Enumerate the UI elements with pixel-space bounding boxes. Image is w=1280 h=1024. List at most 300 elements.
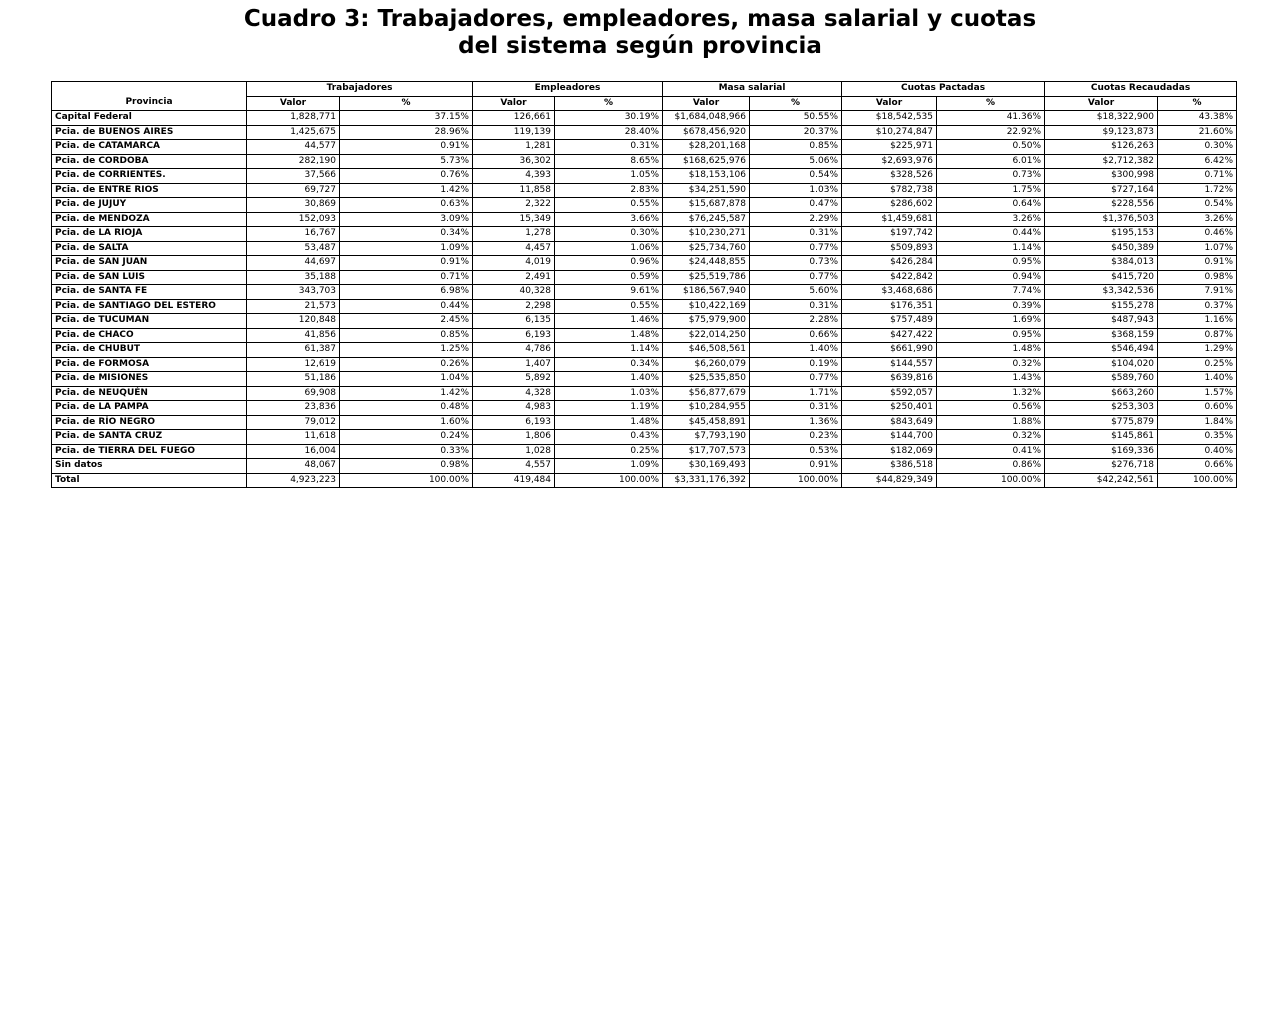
percent-cell: 0.23% — [750, 430, 842, 445]
percent-cell: 0.71% — [340, 270, 473, 285]
column-header-valor: Valor — [473, 96, 555, 111]
value-cell: $25,519,786 — [663, 270, 750, 285]
percent-cell: 0.63% — [340, 198, 473, 213]
percent-cell: 1.14% — [937, 241, 1045, 256]
province-name-cell: Pcia. de CORRIENTES. — [52, 169, 247, 184]
percent-cell: 28.40% — [555, 125, 663, 140]
percent-cell: 0.30% — [555, 227, 663, 242]
percent-cell: 1.32% — [937, 386, 1045, 401]
percent-cell: 0.56% — [937, 401, 1045, 416]
value-cell: $775,879 — [1045, 415, 1158, 430]
column-header-pct: % — [750, 96, 842, 111]
value-cell: $10,284,955 — [663, 401, 750, 416]
percent-cell: 1.42% — [340, 183, 473, 198]
percent-cell: 2.45% — [340, 314, 473, 329]
value-cell: 1,407 — [473, 357, 555, 372]
value-cell: $46,508,561 — [663, 343, 750, 358]
value-cell: $663,260 — [1045, 386, 1158, 401]
value-cell: 1,028 — [473, 444, 555, 459]
province-name-cell: Pcia. de CATAMARCA — [52, 140, 247, 155]
percent-cell: 1.72% — [1158, 183, 1237, 198]
group-header-trabajadores: Trabajadores — [247, 82, 473, 97]
percent-cell: 2.28% — [750, 314, 842, 329]
value-cell: $253,303 — [1045, 401, 1158, 416]
province-name-cell: Pcia. de CHUBUT — [52, 343, 247, 358]
value-cell: $195,153 — [1045, 227, 1158, 242]
province-name-cell: Pcia. de TIERRA DEL FUEGO — [52, 444, 247, 459]
value-cell: $727,164 — [1045, 183, 1158, 198]
percent-cell: 0.73% — [750, 256, 842, 271]
percent-cell: 0.85% — [750, 140, 842, 155]
value-cell: $3,468,686 — [842, 285, 937, 300]
value-cell: $18,322,900 — [1045, 111, 1158, 126]
percent-cell: 0.41% — [937, 444, 1045, 459]
percent-cell: 1.40% — [1158, 372, 1237, 387]
value-cell: 4,983 — [473, 401, 555, 416]
value-cell: $25,734,760 — [663, 241, 750, 256]
value-cell: 21,573 — [247, 299, 340, 314]
value-cell: $757,489 — [842, 314, 937, 329]
group-header-cuotas-recaudadas: Cuotas Recaudadas — [1045, 82, 1237, 97]
value-cell: $168,625,976 — [663, 154, 750, 169]
province-name-cell: Pcia. de SANTA CRUZ — [52, 430, 247, 445]
value-cell: $7,793,190 — [663, 430, 750, 445]
value-cell: $24,448,855 — [663, 256, 750, 271]
percent-cell: 0.96% — [555, 256, 663, 271]
value-cell: $843,649 — [842, 415, 937, 430]
percent-cell: 0.31% — [750, 299, 842, 314]
column-header-pct: % — [1158, 96, 1237, 111]
value-cell: 282,190 — [247, 154, 340, 169]
percent-cell: 1.48% — [555, 328, 663, 343]
province-name-cell: Pcia. de SANTA FE — [52, 285, 247, 300]
value-cell: 4,786 — [473, 343, 555, 358]
table-row — [52, 111, 1237, 126]
value-cell: 419,484 — [473, 473, 555, 488]
table-row — [52, 430, 1237, 445]
value-cell: $2,712,382 — [1045, 154, 1158, 169]
value-cell: 6,135 — [473, 314, 555, 329]
column-header-provincia: Provincia — [52, 96, 247, 111]
percent-cell: 1.19% — [555, 401, 663, 416]
value-cell: $286,602 — [842, 198, 937, 213]
percent-cell: 1.60% — [340, 415, 473, 430]
percent-cell: 0.53% — [750, 444, 842, 459]
table-row — [52, 169, 1237, 184]
percent-cell: 3.26% — [1158, 212, 1237, 227]
value-cell: 6,193 — [473, 328, 555, 343]
value-cell: 2,322 — [473, 198, 555, 213]
value-cell: $186,567,940 — [663, 285, 750, 300]
value-cell: $75,979,900 — [663, 314, 750, 329]
percent-cell: 50.55% — [750, 111, 842, 126]
table-row — [52, 415, 1237, 430]
value-cell: 126,661 — [473, 111, 555, 126]
percent-cell: 0.54% — [1158, 198, 1237, 213]
province-name-cell: Total — [52, 473, 247, 488]
percent-cell: 100.00% — [937, 473, 1045, 488]
province-name-cell: Sin datos — [52, 459, 247, 474]
percent-cell: 1.29% — [1158, 343, 1237, 358]
percent-cell: 21.60% — [1158, 125, 1237, 140]
value-cell: $415,720 — [1045, 270, 1158, 285]
table-row — [52, 270, 1237, 285]
value-cell: 15,349 — [473, 212, 555, 227]
table-row — [52, 314, 1237, 329]
value-cell: 16,767 — [247, 227, 340, 242]
table-row — [52, 299, 1237, 314]
percent-cell: 0.87% — [1158, 328, 1237, 343]
percent-cell: 1.14% — [555, 343, 663, 358]
table-row — [52, 241, 1237, 256]
percent-cell: 1.40% — [750, 343, 842, 358]
value-cell: $42,242,561 — [1045, 473, 1158, 488]
percent-cell: 6.98% — [340, 285, 473, 300]
value-cell: 1,281 — [473, 140, 555, 155]
value-cell: 4,557 — [473, 459, 555, 474]
percent-cell: 0.44% — [937, 227, 1045, 242]
province-name-cell: Pcia. de CORDOBA — [52, 154, 247, 169]
percent-cell: 0.32% — [937, 430, 1045, 445]
percent-cell: 1.88% — [937, 415, 1045, 430]
percent-cell: 0.46% — [1158, 227, 1237, 242]
value-cell: 51,186 — [247, 372, 340, 387]
value-cell: 48,067 — [247, 459, 340, 474]
value-cell: $155,278 — [1045, 299, 1158, 314]
column-header-valor: Valor — [663, 96, 750, 111]
value-cell: $225,971 — [842, 140, 937, 155]
value-cell: 1,828,771 — [247, 111, 340, 126]
value-cell: $28,201,168 — [663, 140, 750, 155]
percent-cell: 1.84% — [1158, 415, 1237, 430]
value-cell: 1,278 — [473, 227, 555, 242]
value-cell: $18,153,106 — [663, 169, 750, 184]
province-name-cell: Pcia. de JUJUY — [52, 198, 247, 213]
percent-cell: 1.06% — [555, 241, 663, 256]
value-cell: 61,387 — [247, 343, 340, 358]
province-name-cell: Pcia. de TUCUMAN — [52, 314, 247, 329]
percent-cell: 0.35% — [1158, 430, 1237, 445]
percent-cell: 1.09% — [555, 459, 663, 474]
table-row — [52, 285, 1237, 300]
value-cell: $328,526 — [842, 169, 937, 184]
percent-cell: 0.86% — [937, 459, 1045, 474]
table-row — [52, 212, 1237, 227]
value-cell: 53,487 — [247, 241, 340, 256]
percent-cell: 1.43% — [937, 372, 1045, 387]
percent-cell: 0.71% — [1158, 169, 1237, 184]
value-cell: $56,877,679 — [663, 386, 750, 401]
percent-cell: 0.91% — [750, 459, 842, 474]
value-cell: 11,618 — [247, 430, 340, 445]
percent-cell: 0.25% — [1158, 357, 1237, 372]
value-cell: $782,738 — [842, 183, 937, 198]
value-cell: 11,858 — [473, 183, 555, 198]
value-cell: $104,020 — [1045, 357, 1158, 372]
value-cell: $678,456,920 — [663, 125, 750, 140]
value-cell: $176,351 — [842, 299, 937, 314]
percent-cell: 100.00% — [555, 473, 663, 488]
value-cell: $169,336 — [1045, 444, 1158, 459]
column-header-pct: % — [937, 96, 1045, 111]
value-cell: $487,943 — [1045, 314, 1158, 329]
value-cell: $426,284 — [842, 256, 937, 271]
value-cell: $145,861 — [1045, 430, 1158, 445]
table-row — [52, 386, 1237, 401]
percent-cell: 0.47% — [750, 198, 842, 213]
value-cell: $384,013 — [1045, 256, 1158, 271]
value-cell: $17,707,573 — [663, 444, 750, 459]
value-cell: $3,331,176,392 — [663, 473, 750, 488]
value-cell: $25,535,850 — [663, 372, 750, 387]
group-header-empleadores: Empleadores — [473, 82, 663, 97]
percent-cell: 1.16% — [1158, 314, 1237, 329]
percent-cell: 0.54% — [750, 169, 842, 184]
group-header-cuotas-pactadas: Cuotas Pactadas — [842, 82, 1045, 97]
value-cell: 23,836 — [247, 401, 340, 416]
group-header-blank — [52, 82, 247, 97]
value-cell: 40,328 — [473, 285, 555, 300]
value-cell: $1,376,503 — [1045, 212, 1158, 227]
percent-cell: 1.03% — [555, 386, 663, 401]
column-header-valor: Valor — [247, 96, 340, 111]
province-name-cell: Pcia. de CHACO — [52, 328, 247, 343]
value-cell: $30,169,493 — [663, 459, 750, 474]
value-cell: $386,518 — [842, 459, 937, 474]
percent-cell: 0.94% — [937, 270, 1045, 285]
province-name-cell: Pcia. de SALTA — [52, 241, 247, 256]
value-cell: 4,923,223 — [247, 473, 340, 488]
value-cell: 41,856 — [247, 328, 340, 343]
value-cell: $450,389 — [1045, 241, 1158, 256]
percent-cell: 0.64% — [937, 198, 1045, 213]
percent-cell: 1.69% — [937, 314, 1045, 329]
percent-cell: 1.09% — [340, 241, 473, 256]
percent-cell: 8.65% — [555, 154, 663, 169]
percent-cell: 0.98% — [1158, 270, 1237, 285]
percent-cell: 43.38% — [1158, 111, 1237, 126]
percent-cell: 0.98% — [340, 459, 473, 474]
province-name-cell: Pcia. de NEUQUÉN — [52, 386, 247, 401]
value-cell: 69,727 — [247, 183, 340, 198]
table-row — [52, 154, 1237, 169]
table-row — [52, 140, 1237, 155]
table-row — [52, 444, 1237, 459]
percent-cell: 0.55% — [555, 198, 663, 213]
value-cell: 12,619 — [247, 357, 340, 372]
table-row — [52, 227, 1237, 242]
table-row — [52, 256, 1237, 271]
percent-cell: 1.42% — [340, 386, 473, 401]
percent-cell: 1.57% — [1158, 386, 1237, 401]
value-cell: $15,687,878 — [663, 198, 750, 213]
page-title-line-2: del sistema según provincia — [458, 33, 822, 59]
value-cell: 35,188 — [247, 270, 340, 285]
percent-cell: 0.31% — [555, 140, 663, 155]
group-header-row — [52, 82, 1237, 97]
value-cell: 36,302 — [473, 154, 555, 169]
percent-cell: 3.26% — [937, 212, 1045, 227]
percent-cell: 6.01% — [937, 154, 1045, 169]
percent-cell: 2.29% — [750, 212, 842, 227]
percent-cell: 5.60% — [750, 285, 842, 300]
percent-cell: 0.24% — [340, 430, 473, 445]
value-cell: $10,274,847 — [842, 125, 937, 140]
table-row — [52, 183, 1237, 198]
value-cell: $592,057 — [842, 386, 937, 401]
percent-cell: 0.85% — [340, 328, 473, 343]
percent-cell: 0.26% — [340, 357, 473, 372]
value-cell: $1,684,048,966 — [663, 111, 750, 126]
province-name-cell: Pcia. de BUENOS AIRES — [52, 125, 247, 140]
percent-cell: 1.36% — [750, 415, 842, 430]
value-cell: 16,004 — [247, 444, 340, 459]
value-cell: 79,012 — [247, 415, 340, 430]
percent-cell: 2.83% — [555, 183, 663, 198]
value-cell: 343,703 — [247, 285, 340, 300]
percent-cell: 1.71% — [750, 386, 842, 401]
table-row — [52, 125, 1237, 140]
percent-cell: 0.25% — [555, 444, 663, 459]
value-cell: $76,245,587 — [663, 212, 750, 227]
percent-cell: 1.46% — [555, 314, 663, 329]
percent-cell: 0.91% — [340, 140, 473, 155]
percent-cell: 0.73% — [937, 169, 1045, 184]
percent-cell: 7.74% — [937, 285, 1045, 300]
percent-cell: 0.48% — [340, 401, 473, 416]
value-cell: $10,422,169 — [663, 299, 750, 314]
percent-cell: 0.66% — [1158, 459, 1237, 474]
percent-cell: 6.42% — [1158, 154, 1237, 169]
value-cell: $126,263 — [1045, 140, 1158, 155]
value-cell: $422,842 — [842, 270, 937, 285]
value-cell: 44,697 — [247, 256, 340, 271]
percent-cell: 100.00% — [340, 473, 473, 488]
percent-cell: 0.50% — [937, 140, 1045, 155]
percent-cell: 1.48% — [555, 415, 663, 430]
province-name-cell: Pcia. de LA RIOJA — [52, 227, 247, 242]
value-cell: $228,556 — [1045, 198, 1158, 213]
value-cell: 1,806 — [473, 430, 555, 445]
group-header-masa-salarial: Masa salarial — [663, 82, 842, 97]
percent-cell: 0.34% — [555, 357, 663, 372]
column-header-pct: % — [555, 96, 663, 111]
percent-cell: 0.95% — [937, 328, 1045, 343]
value-cell: 119,139 — [473, 125, 555, 140]
percent-cell: 1.07% — [1158, 241, 1237, 256]
percent-cell: 0.76% — [340, 169, 473, 184]
percent-cell: 0.30% — [1158, 140, 1237, 155]
table-body — [52, 111, 1237, 488]
value-cell: $2,693,976 — [842, 154, 937, 169]
percent-cell: 0.31% — [750, 401, 842, 416]
percent-cell: 1.40% — [555, 372, 663, 387]
value-cell: $9,123,873 — [1045, 125, 1158, 140]
percent-cell: 1.25% — [340, 343, 473, 358]
percent-cell: 30.19% — [555, 111, 663, 126]
table-row — [52, 357, 1237, 372]
value-cell: $1,459,681 — [842, 212, 937, 227]
percent-cell: 0.77% — [750, 270, 842, 285]
value-cell: $10,230,271 — [663, 227, 750, 242]
value-cell: $18,542,535 — [842, 111, 937, 126]
percent-cell: 0.33% — [340, 444, 473, 459]
percent-cell: 5.73% — [340, 154, 473, 169]
percent-cell: 20.37% — [750, 125, 842, 140]
percent-cell: 1.05% — [555, 169, 663, 184]
percent-cell: 0.91% — [1158, 256, 1237, 271]
value-cell: $661,990 — [842, 343, 937, 358]
value-cell: 69,908 — [247, 386, 340, 401]
province-name-cell: Pcia. de RÍO NEGRO — [52, 415, 247, 430]
column-header-valor: Valor — [842, 96, 937, 111]
table-row — [52, 401, 1237, 416]
percent-cell: 0.95% — [937, 256, 1045, 271]
percent-cell: 1.75% — [937, 183, 1045, 198]
percent-cell: 0.77% — [750, 241, 842, 256]
table-row — [52, 372, 1237, 387]
value-cell: 2,298 — [473, 299, 555, 314]
percent-cell: 0.39% — [937, 299, 1045, 314]
province-name-cell: Pcia. de ENTRE RIOS — [52, 183, 247, 198]
percent-cell: 3.09% — [340, 212, 473, 227]
table-row — [52, 198, 1237, 213]
percent-cell: 100.00% — [1158, 473, 1237, 488]
value-cell: 4,019 — [473, 256, 555, 271]
value-cell: $509,893 — [842, 241, 937, 256]
province-name-cell: Pcia. de FORMOSA — [52, 357, 247, 372]
percent-cell: 0.31% — [750, 227, 842, 242]
value-cell: $182,069 — [842, 444, 937, 459]
value-cell: $44,829,349 — [842, 473, 937, 488]
value-cell: $546,494 — [1045, 343, 1158, 358]
table-row — [52, 343, 1237, 358]
value-cell: $276,718 — [1045, 459, 1158, 474]
value-cell: $22,014,250 — [663, 328, 750, 343]
value-cell: $34,251,590 — [663, 183, 750, 198]
percent-cell: 0.77% — [750, 372, 842, 387]
value-cell: $250,401 — [842, 401, 937, 416]
percent-cell: 22.92% — [937, 125, 1045, 140]
percent-cell: 0.44% — [340, 299, 473, 314]
value-cell: $144,700 — [842, 430, 937, 445]
table-row — [52, 459, 1237, 474]
percent-cell: 5.06% — [750, 154, 842, 169]
percent-cell: 0.32% — [937, 357, 1045, 372]
value-cell: 4,328 — [473, 386, 555, 401]
value-cell: $6,260,079 — [663, 357, 750, 372]
province-name-cell: Pcia. de SAN JUAN — [52, 256, 247, 271]
value-cell: $197,742 — [842, 227, 937, 242]
value-cell: 6,193 — [473, 415, 555, 430]
province-name-cell: Pcia. de LA PAMPA — [52, 401, 247, 416]
percent-cell: 37.15% — [340, 111, 473, 126]
value-cell: 1,425,675 — [247, 125, 340, 140]
percent-cell: 9.61% — [555, 285, 663, 300]
percent-cell: 0.43% — [555, 430, 663, 445]
total-row — [52, 473, 1237, 488]
table-row — [52, 328, 1237, 343]
percent-cell: 0.66% — [750, 328, 842, 343]
column-header-valor: Valor — [1045, 96, 1158, 111]
value-cell: $144,557 — [842, 357, 937, 372]
value-cell: $3,342,536 — [1045, 285, 1158, 300]
column-header-row — [52, 96, 1237, 111]
value-cell: 5,892 — [473, 372, 555, 387]
value-cell: 4,393 — [473, 169, 555, 184]
province-name-cell: Pcia. de SAN LUIS — [52, 270, 247, 285]
percent-cell: 0.60% — [1158, 401, 1237, 416]
